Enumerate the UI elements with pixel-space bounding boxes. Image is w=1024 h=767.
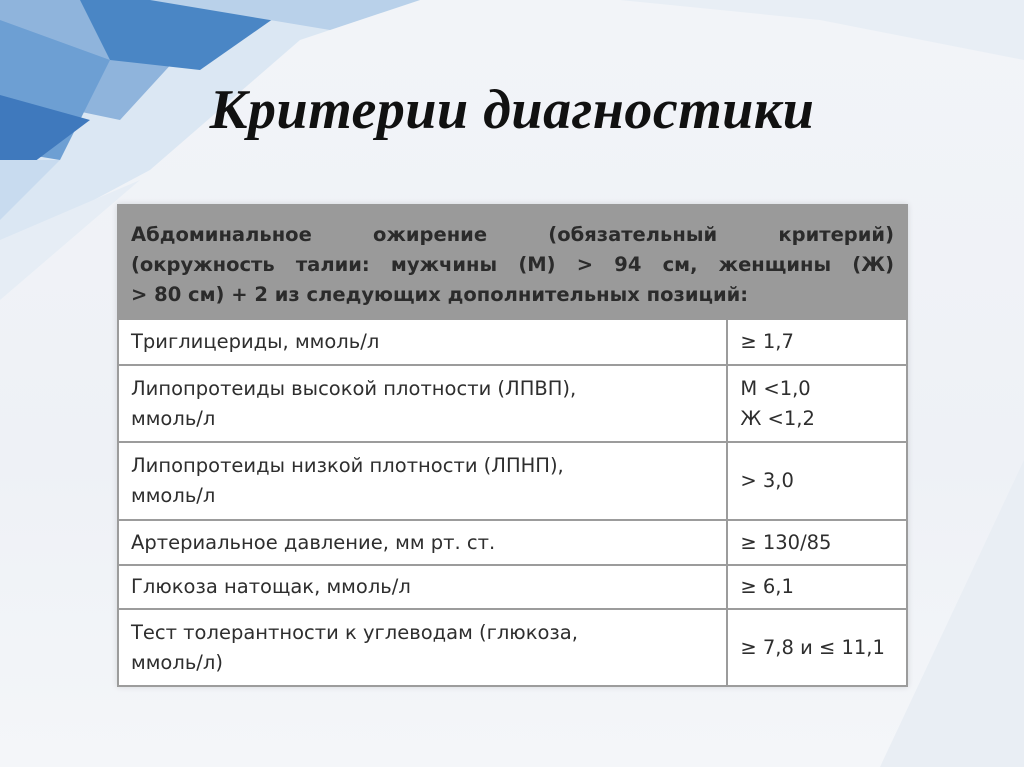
criterion-text: Триглицериды, ммоль/л	[131, 330, 380, 353]
criterion-cell	[118, 442, 727, 520]
table-row	[118, 442, 907, 520]
value-cell	[727, 319, 907, 365]
value-cell	[727, 609, 907, 686]
table-row	[118, 319, 907, 365]
value-cell	[727, 442, 907, 520]
header-line: > 80 см) + 2 из следующих дополнительных позиций:	[131, 283, 749, 306]
table-row	[118, 520, 907, 565]
value-text: ≥ 130/85	[740, 530, 832, 554]
criterion-text: Глюкоза натощак, ммоль/л	[131, 575, 411, 598]
table-row	[118, 609, 907, 686]
header-line: (окружность талии: мужчины (М) > 94 см, женщины (Ж)	[131, 253, 894, 276]
table-header-row	[118, 205, 907, 319]
value-cell	[727, 520, 907, 565]
criterion-text: ммоль/л	[131, 406, 216, 430]
header-line: Абдоминальное ожирение (обязательный критерий)	[131, 223, 894, 246]
table-row	[118, 365, 907, 442]
criterion-cell	[118, 365, 727, 442]
criterion-cell	[118, 520, 727, 565]
criteria-table	[117, 204, 908, 687]
value-text: Ж <1,2	[740, 406, 815, 430]
criterion-cell	[118, 609, 727, 686]
value-text: ≥ 6,1	[740, 575, 794, 598]
criterion-cell	[118, 565, 727, 609]
value-text: ≥ 1,7	[740, 330, 794, 353]
value-text: ≥ 7,8 и ≤ 11,1	[740, 635, 885, 659]
criterion-cell	[118, 319, 727, 365]
criterion-text: ммоль/л	[131, 484, 216, 507]
criterion-text: Тест толерантности к углеводам (глюкоза,	[131, 620, 578, 644]
criterion-text: Липопротеиды высокой плотности (ЛПВП),	[131, 376, 577, 400]
value-cell	[727, 365, 907, 442]
slide-title: Критерии диагностики	[209, 79, 815, 141]
criterion-text: Артериальное давление, мм рт. ст.	[131, 530, 496, 554]
table-row	[118, 565, 907, 609]
value-text: М <1,0	[740, 376, 811, 400]
value-text: > 3,0	[740, 469, 794, 492]
criterion-text: Липопротеиды низкой плотности (ЛПНП),	[131, 454, 564, 477]
criterion-text: ммоль/л)	[131, 650, 223, 674]
value-cell	[727, 565, 907, 609]
table-header-cell	[118, 205, 907, 319]
